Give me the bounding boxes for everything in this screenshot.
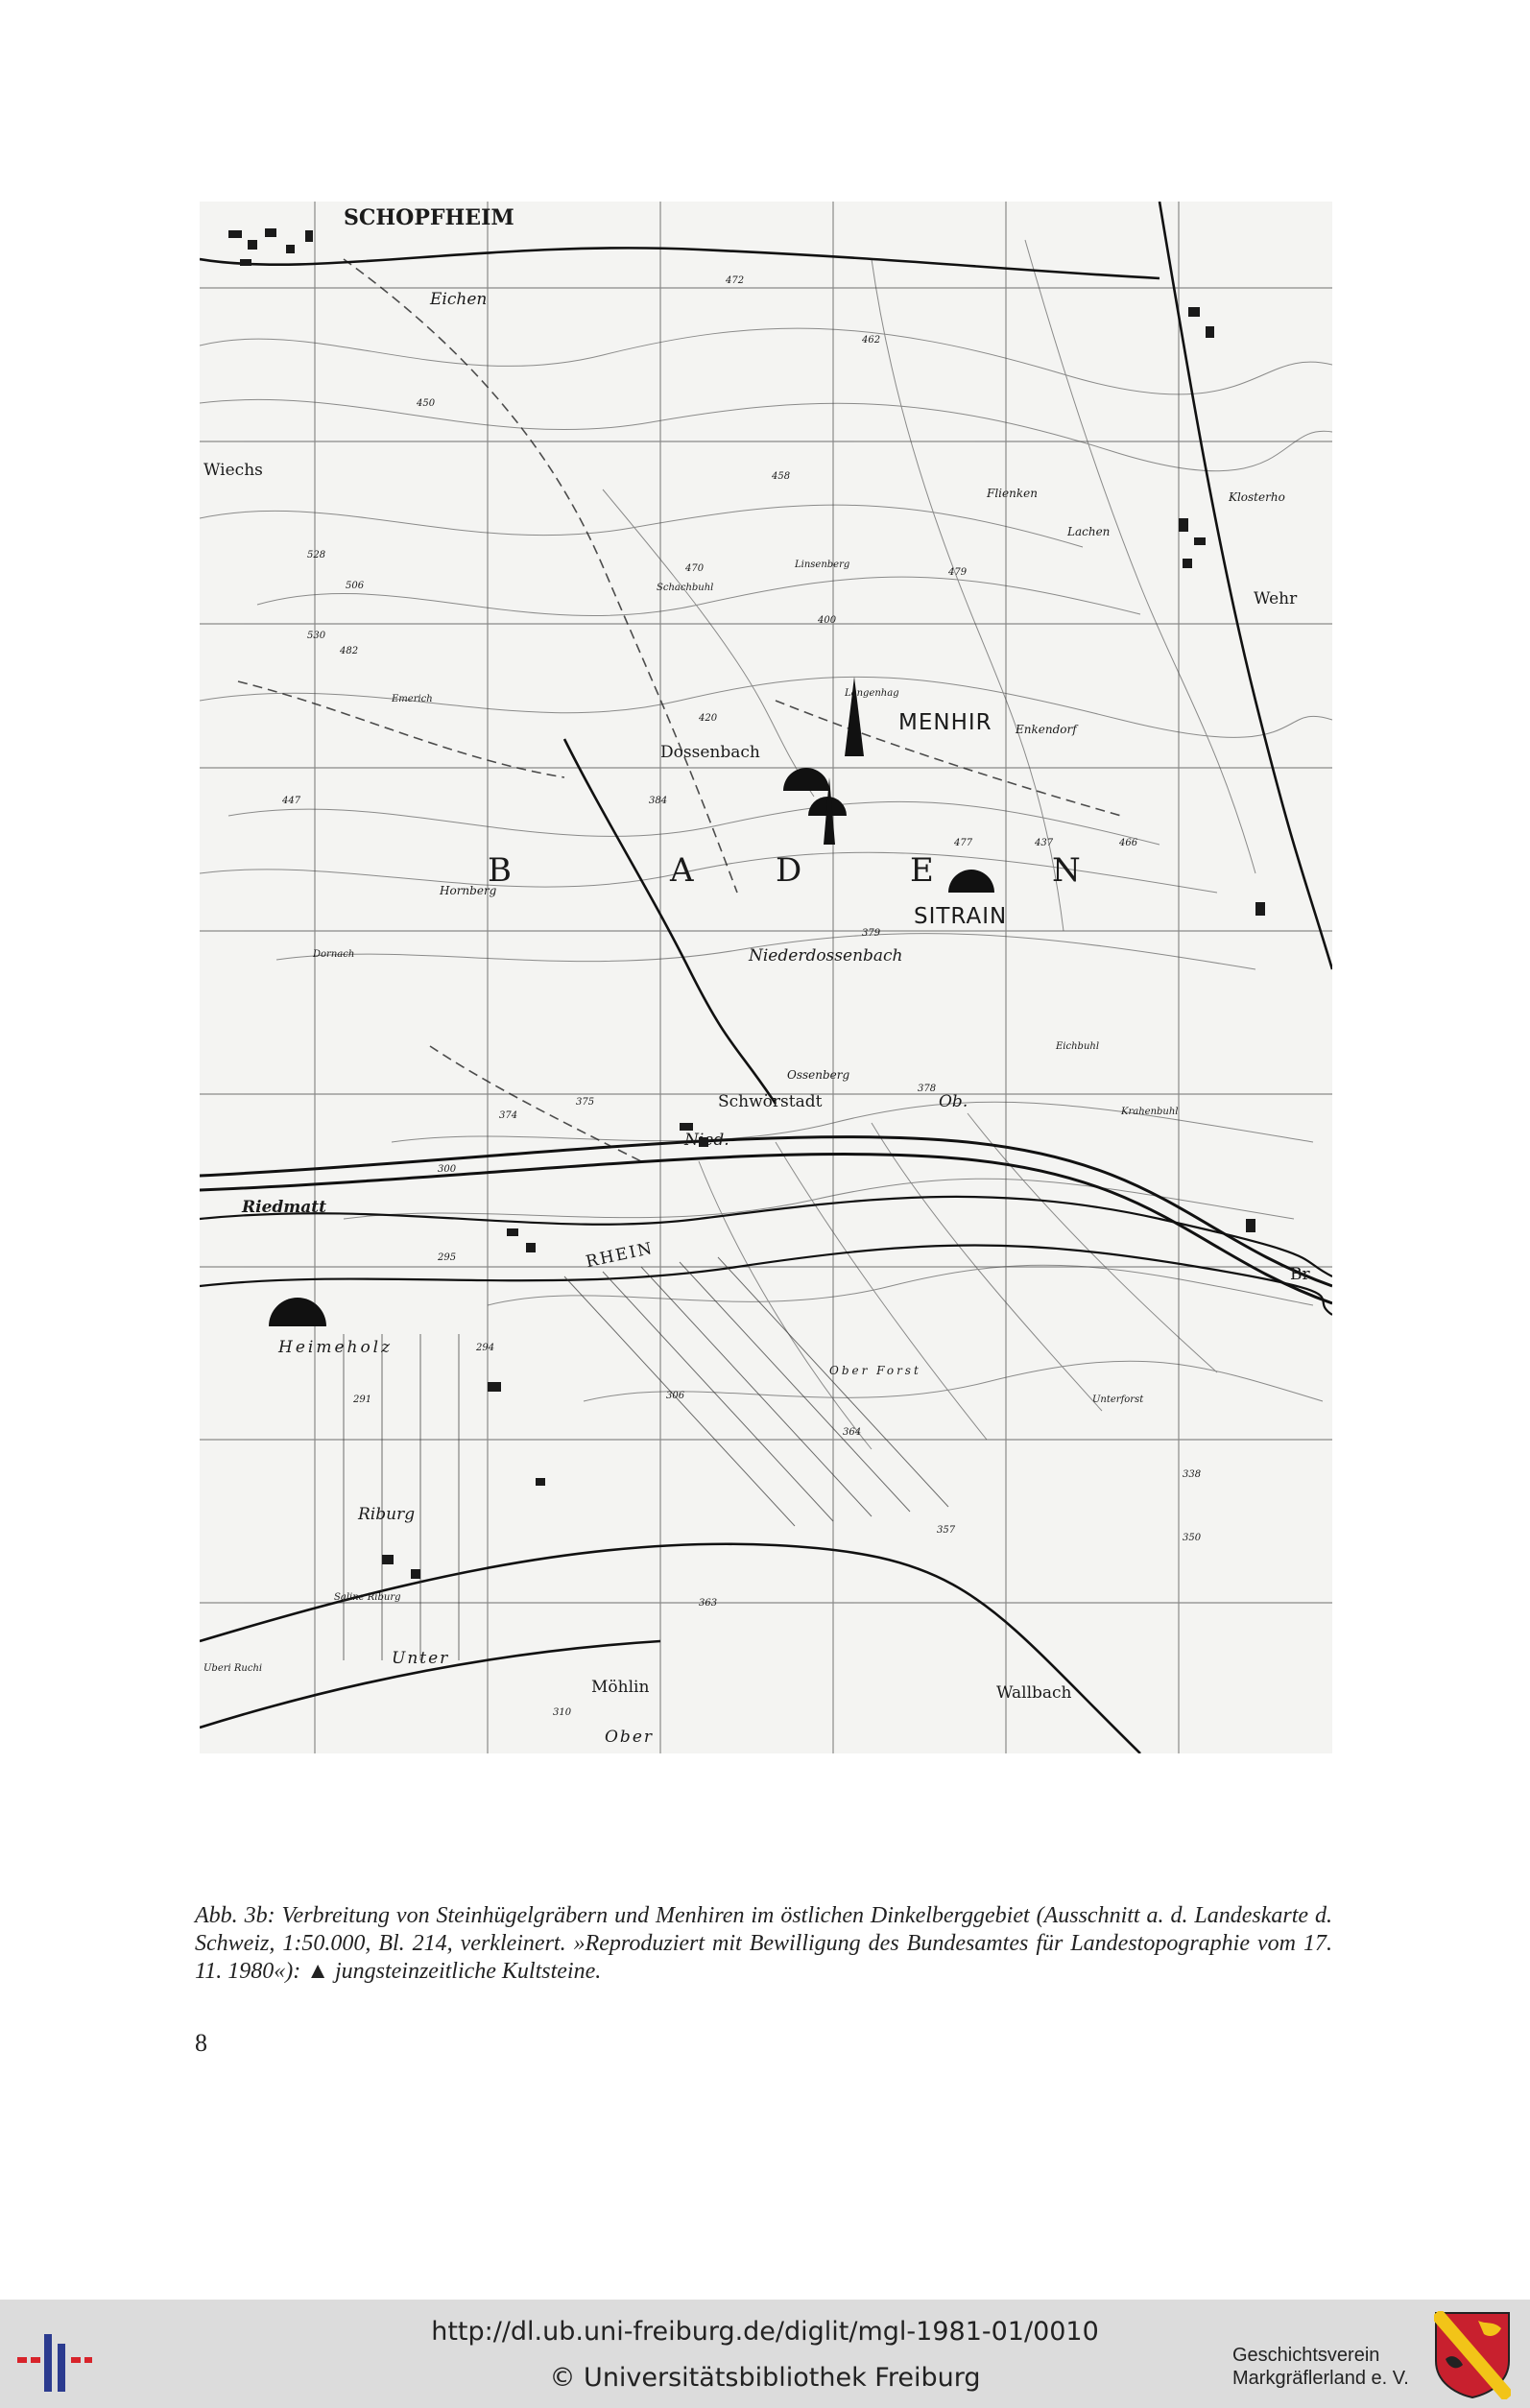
- document-url[interactable]: [0, 2317, 1530, 2347]
- spot-height: 384: [649, 796, 668, 806]
- spot-height: 470: [685, 563, 705, 574]
- region-letter-n: N: [1052, 851, 1081, 890]
- label-unter: Unter: [392, 1649, 450, 1668]
- label-flienken: Flienken: [987, 487, 1038, 500]
- figure-caption: Abb. 3b: Verbreitung von Steinhügelgräbern und Menhiren im östlichen Dinkelberggebiet (Ausschnitt a. d. Landeskarte d. Schweiz, 1:50.000, Bl. 214, verkleinert. »Reproduziert mit Bewilligung des Bundesamtes für Landestopographie vom 17. 11. 1980«): ▲ jungsteinzeitliche Kultsteine.: [195, 1903, 1332, 1984]
- spot-height: 506: [346, 581, 365, 591]
- label-lachen: Lachen: [1067, 525, 1111, 538]
- spot-height: 291: [353, 1395, 372, 1405]
- label-klosterhof: Klosterho: [1229, 490, 1285, 504]
- label-hornberg: Hornberg: [440, 884, 497, 897]
- label-oberforst: Ober Forst: [829, 1364, 921, 1377]
- region-letter-a: A: [670, 851, 694, 890]
- label-krahenbuhl: Krahenbuhl: [1121, 1107, 1179, 1117]
- label-dornach: Dornach: [313, 949, 355, 960]
- spot-height: 479: [948, 567, 968, 578]
- label-eichbuhl: Eichbuhl: [1056, 1041, 1100, 1052]
- document-url-link[interactable]: http://dl.ub.uni-freiburg.de/diglit/mgl-1981-01/0010: [431, 2317, 1099, 2347]
- label-emerich: Emerich: [392, 694, 433, 704]
- spot-height: 458: [772, 471, 791, 482]
- label-moehlin: Möhlin: [591, 1678, 650, 1697]
- spot-height: 295: [438, 1252, 457, 1263]
- label-ober: Ober: [605, 1728, 655, 1747]
- label-nied: Nied.: [684, 1131, 729, 1150]
- label-br: Br: [1290, 1265, 1310, 1284]
- spot-height: 350: [1183, 1533, 1202, 1543]
- label-niederdossenbach: Niederdossenbach: [749, 946, 903, 966]
- label-dossenbach: Dossenbach: [660, 743, 760, 762]
- label-schachbuhl: Schachbuhl: [657, 583, 714, 593]
- spot-height: 528: [307, 550, 326, 560]
- menhir-symbols: [824, 677, 864, 845]
- spot-height: 437: [1035, 838, 1054, 848]
- topographic-map: [200, 202, 1332, 1753]
- label-ossenberg: Ossenberg: [787, 1068, 850, 1082]
- page-number: 8: [195, 2029, 207, 2057]
- label-linsenberg: Linsenberg: [795, 560, 850, 570]
- spot-height: 477: [954, 838, 973, 848]
- spot-height: 338: [1183, 1469, 1202, 1480]
- spot-height: 310: [553, 1707, 572, 1718]
- spot-height: 300: [438, 1164, 457, 1175]
- region-letter-e: E: [910, 851, 934, 890]
- label-eichen: Eichen: [430, 290, 488, 309]
- footer-bar: [0, 2300, 1530, 2408]
- label-riburg: Riburg: [358, 1505, 416, 1524]
- spot-height: 364: [843, 1427, 862, 1438]
- spot-height: 363: [699, 1598, 718, 1609]
- label-enkendorf: Enkendorf: [1016, 723, 1077, 736]
- spot-height: 400: [818, 615, 837, 626]
- label-wehr: Wehr: [1254, 589, 1298, 608]
- spot-height: 450: [417, 398, 436, 409]
- society-name-line1: Geschichtsverein: [1232, 2345, 1380, 2366]
- spot-height: 466: [1119, 838, 1138, 848]
- spot-height: 472: [726, 275, 745, 286]
- label-saline-riburg: Saline Riburg: [334, 1592, 401, 1603]
- spot-height: 378: [918, 1084, 937, 1094]
- copyright-text: © Universitätsbibliothek Freiburg: [549, 2363, 981, 2393]
- label-riedmatt: Riedmatt: [242, 1198, 326, 1217]
- spot-height: 374: [499, 1110, 518, 1121]
- society-name-line2: Markgräflerland e. V.: [1232, 2368, 1409, 2389]
- region-letter-b: B: [488, 851, 512, 890]
- annotation-menhir: MENHIR: [898, 710, 992, 735]
- spot-height: 462: [862, 335, 881, 346]
- spot-height: 379: [862, 928, 881, 939]
- label-schwoerstadt: Schwörstadt: [718, 1092, 823, 1111]
- spot-height: 306: [666, 1391, 685, 1401]
- label-rhein: RHEIN: [584, 1238, 656, 1273]
- society-name: [1232, 2344, 1421, 2390]
- spot-height: 375: [576, 1097, 595, 1108]
- spot-height: 482: [340, 646, 359, 656]
- spot-height: 357: [937, 1525, 956, 1536]
- label-langenhag: Langenhag: [845, 688, 899, 699]
- label-schopfheim: SCHOPFHEIM: [344, 205, 514, 230]
- annotation-sitrain: SITRAIN: [914, 904, 1008, 929]
- spot-height: 447: [282, 796, 301, 806]
- label-ob: Ob.: [939, 1092, 968, 1111]
- spot-height: 420: [699, 713, 718, 724]
- spot-height: 294: [476, 1343, 495, 1353]
- label-unterforst: Unterforst: [1092, 1395, 1144, 1405]
- region-letter-d: D: [776, 851, 802, 890]
- label-heimeholz: Heimeholz: [278, 1338, 394, 1357]
- coat-of-arms-icon: [1434, 2311, 1511, 2403]
- label-wiechs: Wiechs: [203, 461, 263, 480]
- spot-height: 530: [307, 631, 326, 641]
- label-uberi-ruchi: Uberi Ruchi: [203, 1663, 263, 1674]
- label-wallbach: Wallbach: [996, 1683, 1072, 1703]
